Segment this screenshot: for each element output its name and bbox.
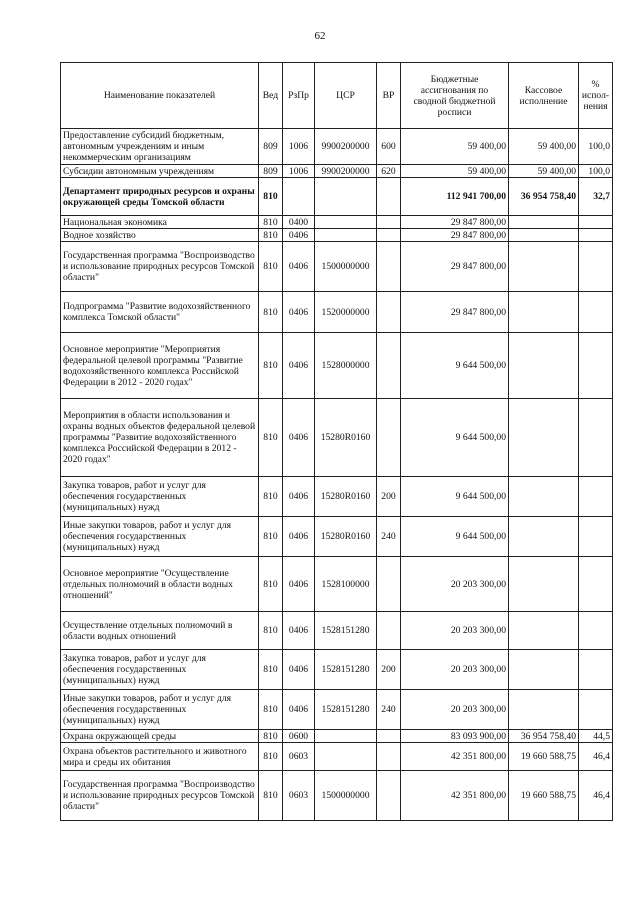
cell-assigned: 42 351 800,00 [401,771,509,821]
cell-rzpr: 0406 [283,477,315,517]
cell-percent [579,216,613,229]
header-vr: ВР [377,63,401,129]
cell-csr: 15280R0160 [315,477,377,517]
table-row [61,612,613,650]
cell-ved: 810 [259,557,283,612]
cell-percent [579,333,613,399]
cell-rzpr: 0406 [283,333,315,399]
cell-name: Охрана окружающей среды [61,730,259,743]
cell-assigned: 83 093 900,00 [401,730,509,743]
cell-vr: 200 [377,477,401,517]
cell-ved: 810 [259,333,283,399]
cell-percent: 100,0 [579,129,613,165]
cell-percent: 44,5 [579,730,613,743]
cell-executed [509,477,579,517]
header-ved: Вед [259,63,283,129]
cell-name: Осуществление отдельных полномочий в области водных отношений [61,612,259,650]
cell-vr [377,292,401,333]
cell-percent [579,557,613,612]
cell-ved: 810 [259,178,283,216]
cell-percent [579,229,613,242]
cell-ved: 810 [259,743,283,771]
cell-ved: 809 [259,165,283,178]
cell-name: Субсидии автономным учреждениям [61,165,259,178]
cell-ved: 810 [259,399,283,477]
table-row [61,165,613,178]
cell-csr [315,178,377,216]
cell-vr [377,242,401,292]
cell-vr [377,229,401,242]
header-csr: ЦСР [315,63,377,129]
cell-executed [509,292,579,333]
cell-executed: 19 660 588,75 [509,771,579,821]
cell-rzpr: 0406 [283,399,315,477]
table-row [61,178,613,216]
cell-name: Основное мероприятие "Мероприятия федеральной целевой программы "Развитие водохозяйственного комплекса Российской Федерации в 2012 - 2020 годах" [61,333,259,399]
cell-name: Государственная программа "Воспроизводство и использование природных ресурсов Томской области" [61,242,259,292]
cell-assigned: 9 644 500,00 [401,517,509,557]
cell-percent [579,477,613,517]
cell-rzpr: 0406 [283,292,315,333]
cell-assigned: 29 847 800,00 [401,242,509,292]
cell-rzpr: 0406 [283,690,315,730]
cell-assigned: 20 203 300,00 [401,557,509,612]
cell-csr: 1528151280 [315,690,377,730]
cell-executed [509,216,579,229]
cell-ved: 810 [259,242,283,292]
cell-executed: 19 660 588,75 [509,743,579,771]
cell-assigned: 9 644 500,00 [401,477,509,517]
cell-assigned: 20 203 300,00 [401,612,509,650]
cell-percent [579,612,613,650]
cell-executed: 36 954 758,40 [509,730,579,743]
cell-ved: 810 [259,292,283,333]
cell-percent [579,292,613,333]
cell-csr: 1528151280 [315,650,377,690]
table-row [61,292,613,333]
cell-percent [579,517,613,557]
cell-rzpr: 0600 [283,730,315,743]
cell-rzpr: 0603 [283,743,315,771]
cell-ved: 810 [259,771,283,821]
cell-percent [579,690,613,730]
cell-executed: 59 400,00 [509,165,579,178]
cell-vr: 200 [377,650,401,690]
cell-executed: 59 400,00 [509,129,579,165]
cell-csr [315,730,377,743]
cell-vr: 620 [377,165,401,178]
table-row [61,229,613,242]
cell-percent: 46,4 [579,771,613,821]
cell-executed [509,557,579,612]
table-row [61,129,613,165]
cell-executed [509,242,579,292]
cell-vr: 600 [377,129,401,165]
cell-rzpr: 0406 [283,557,315,612]
cell-assigned: 59 400,00 [401,129,509,165]
cell-ved: 810 [259,730,283,743]
cell-name: Национальная экономика [61,216,259,229]
cell-vr [377,178,401,216]
cell-percent: 32,7 [579,178,613,216]
cell-assigned: 29 847 800,00 [401,229,509,242]
table-row [61,242,613,292]
cell-csr [315,216,377,229]
cell-rzpr: 0400 [283,216,315,229]
cell-executed [509,229,579,242]
cell-csr: 15280R0160 [315,399,377,477]
cell-executed [509,399,579,477]
cell-csr: 9900200000 [315,129,377,165]
cell-assigned: 29 847 800,00 [401,292,509,333]
cell-name: Департамент природных ресурсов и охраны окружающей среды Томской области [61,178,259,216]
table-row [61,650,613,690]
cell-name: Мероприятия в области использования и охраны водных объектов федеральной целевой программы "Развитие водохозяйственного комплекса Российской Федерации в 2012 - 2020 годах" [61,399,259,477]
cell-name: Закупка товаров, работ и услуг для обеспечения государственных (муниципальных) нужд [61,477,259,517]
cell-csr: 9900200000 [315,165,377,178]
cell-csr [315,743,377,771]
cell-vr [377,771,401,821]
table-row [61,690,613,730]
page-number: 62 [314,30,326,42]
cell-ved: 810 [259,612,283,650]
cell-ved: 810 [259,216,283,229]
cell-vr [377,612,401,650]
cell-executed [509,650,579,690]
cell-vr [377,399,401,477]
cell-name: Иные закупки товаров, работ и услуг для обеспечения государственных (муниципальных) нужд [61,690,259,730]
cell-csr: 1528100000 [315,557,377,612]
cell-name: Охрана объектов растительного и животного мира и среды их обитания [61,743,259,771]
table-header-row [61,63,613,129]
cell-ved: 810 [259,690,283,730]
cell-assigned: 59 400,00 [401,165,509,178]
cell-executed [509,333,579,399]
table-row [61,771,613,821]
cell-rzpr: 0406 [283,229,315,242]
cell-name: Иные закупки товаров, работ и услуг для обеспечения государственных (муниципальных) нужд [61,517,259,557]
cell-rzpr: 0406 [283,650,315,690]
cell-vr [377,743,401,771]
cell-name: Основное мероприятие "Осуществление отдельных полномочий в области водных отношений" [61,557,259,612]
cell-assigned: 20 203 300,00 [401,650,509,690]
cell-csr: 15280R0160 [315,517,377,557]
cell-rzpr: 0603 [283,771,315,821]
cell-ved: 810 [259,477,283,517]
table-row [61,477,613,517]
table-row [61,399,613,477]
cell-name: Предоставление субсидий бюджетным, автономным учреждениям и иным некоммерческим организациям [61,129,259,165]
header-rzpr: РзПр [283,63,315,129]
cell-vr [377,557,401,612]
cell-csr: 1528151280 [315,612,377,650]
cell-rzpr: 0406 [283,517,315,557]
cell-ved: 810 [259,517,283,557]
cell-vr: 240 [377,517,401,557]
cell-vr [377,216,401,229]
cell-name: Закупка товаров, работ и услуг для обеспечения государственных (муниципальных) нужд [61,650,259,690]
cell-executed [509,612,579,650]
table-row [61,216,613,229]
header-executed: Кассовое исполнение [509,63,579,129]
cell-csr [315,229,377,242]
cell-vr [377,730,401,743]
cell-name: Подпрограмма "Развитие водохозяйственного комплекса Томской области" [61,292,259,333]
cell-ved: 809 [259,129,283,165]
cell-rzpr: 0406 [283,612,315,650]
cell-name: Водное хозяйство [61,229,259,242]
cell-ved: 810 [259,650,283,690]
table-row [61,333,613,399]
cell-percent: 46,4 [579,743,613,771]
cell-csr: 1520000000 [315,292,377,333]
table-row [61,730,613,743]
cell-percent [579,650,613,690]
cell-assigned: 42 351 800,00 [401,743,509,771]
cell-assigned: 112 941 700,00 [401,178,509,216]
header-assigned: Бюджетные ассигнования по сводной бюджетной росписи [401,63,509,129]
header-name: Наименование показателей [61,63,259,129]
table-row [61,517,613,557]
cell-name: Государственная программа "Воспроизводство и использование природных ресурсов Томской области" [61,771,259,821]
cell-assigned: 29 847 800,00 [401,216,509,229]
cell-ved: 810 [259,229,283,242]
cell-executed [509,690,579,730]
header-percent: % испол-нения [579,63,613,129]
cell-vr: 240 [377,690,401,730]
cell-csr: 1528000000 [315,333,377,399]
cell-csr: 1500000000 [315,771,377,821]
cell-assigned: 9 644 500,00 [401,333,509,399]
table-row [61,743,613,771]
cell-executed: 36 954 758,40 [509,178,579,216]
table-row [61,557,613,612]
cell-rzpr: 1006 [283,165,315,178]
cell-rzpr: 1006 [283,129,315,165]
budget-table [60,62,613,821]
cell-percent: 100,0 [579,165,613,178]
cell-assigned: 20 203 300,00 [401,690,509,730]
cell-percent [579,399,613,477]
cell-percent [579,242,613,292]
cell-vr [377,333,401,399]
cell-executed [509,517,579,557]
cell-rzpr: 0406 [283,242,315,292]
cell-csr: 1500000000 [315,242,377,292]
cell-rzpr [283,178,315,216]
cell-assigned: 9 644 500,00 [401,399,509,477]
